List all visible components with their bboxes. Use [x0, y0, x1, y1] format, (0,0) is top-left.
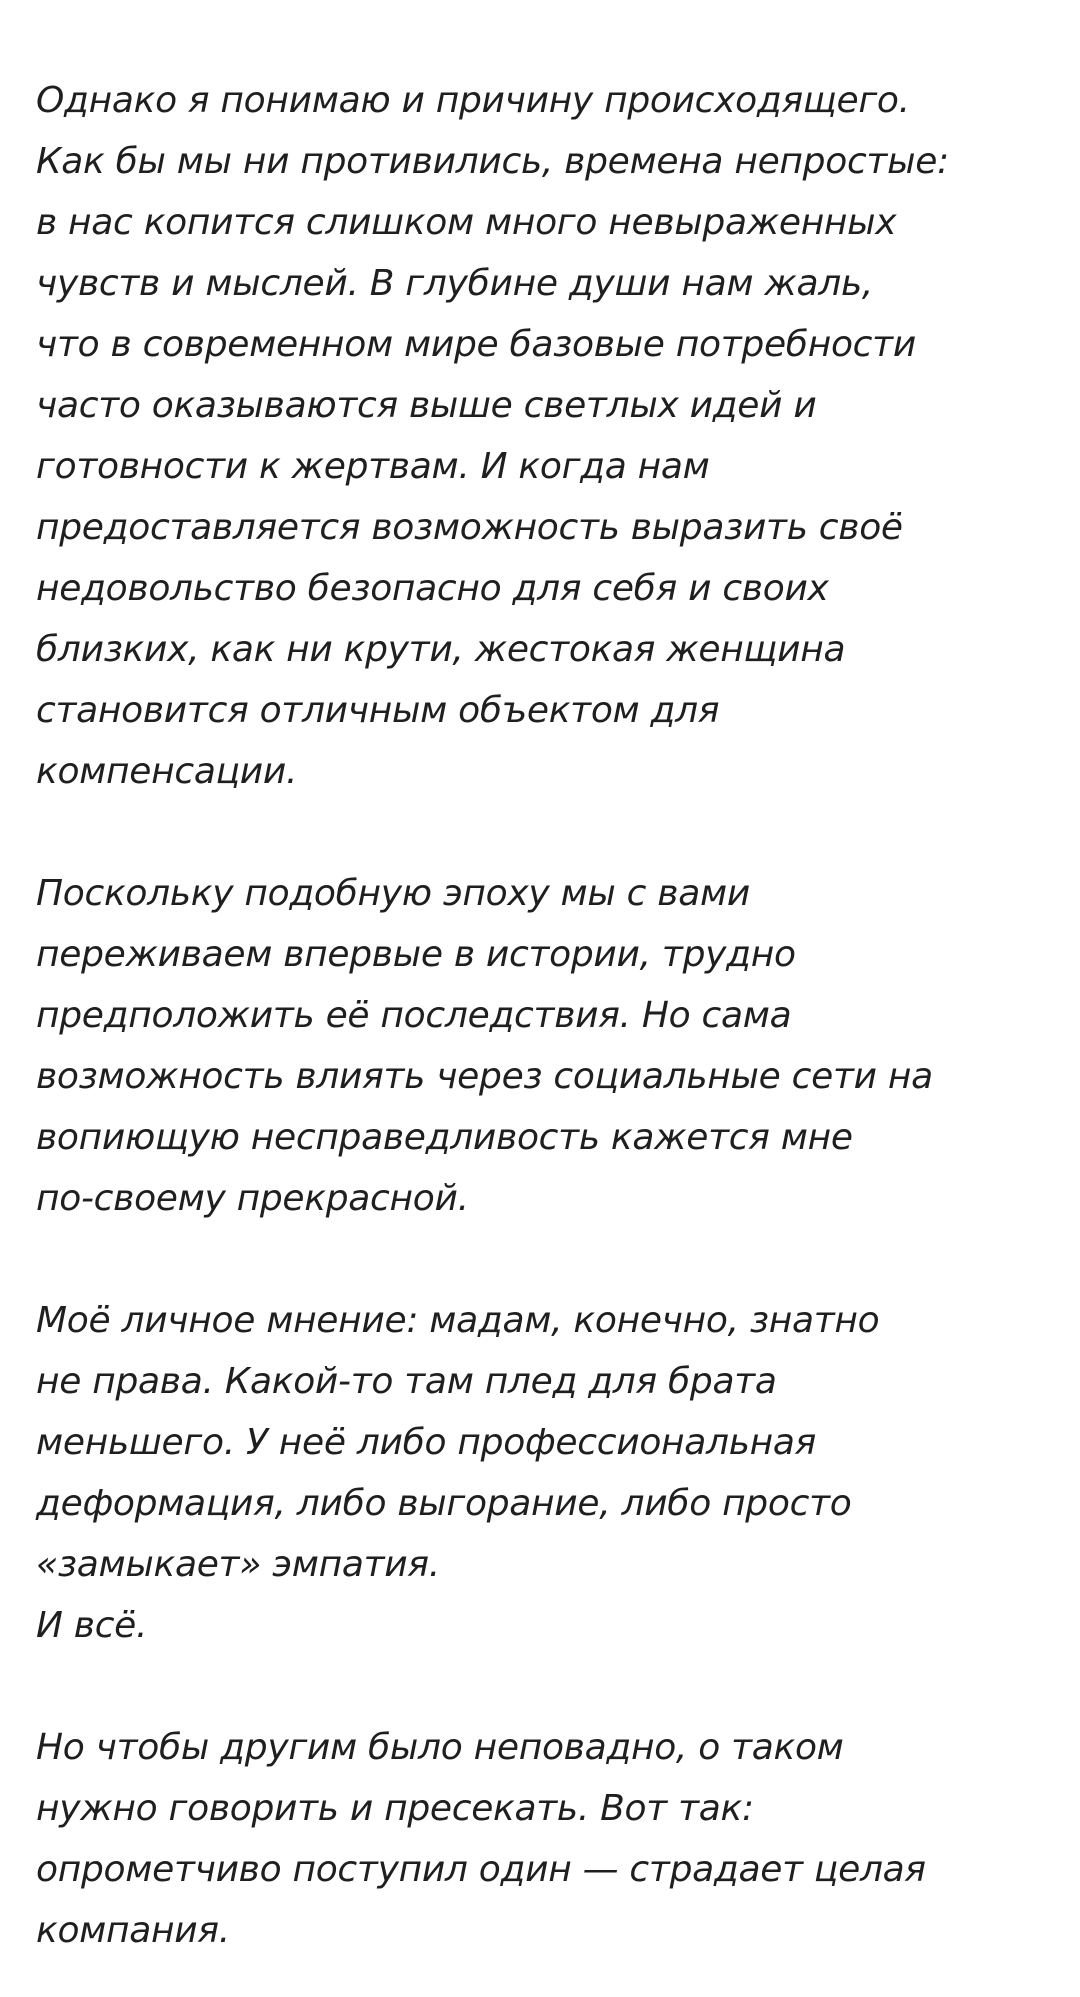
paragraph-4: Но чтобы другим было неповадно, о таком нужно говорить и пресекать. Вот так: опрометчиво поступил один — страдает целая компания.: [36, 1727, 926, 1951]
paragraph-3: Моё личное мнение: мадам, конечно, знатно не права. Какой-то там плед для брата меньшего. У неё либо профессиональная деформация, либо выгорание, либо просто «замыкает» эмпатия. И всё.: [36, 1300, 880, 1646]
paragraph-1: Однако я понимаю и причину происходящего. Как бы мы ни противились, времена непростые: в нас копится слишком много невыраженных чувств и мыслей. В глубине души нам жаль, что в современном мире базовые потребности часто оказываются выше светлых идей и готовности к жертвам. И когда нам предоставляется возможность выразить своё недовольство безопасно для себя и своих близких, как ни крути, жестокая женщина становится отличным объектом для компенсации.: [36, 80, 949, 792]
paragraph-2: Поскольку подобную эпоху мы с вами переживаем впервые в истории, трудно предположить её последствия. Но сама возможность влиять через социальные сети на вопиющую несправедливость кажется мне по-своему прекрасной.: [36, 873, 933, 1219]
